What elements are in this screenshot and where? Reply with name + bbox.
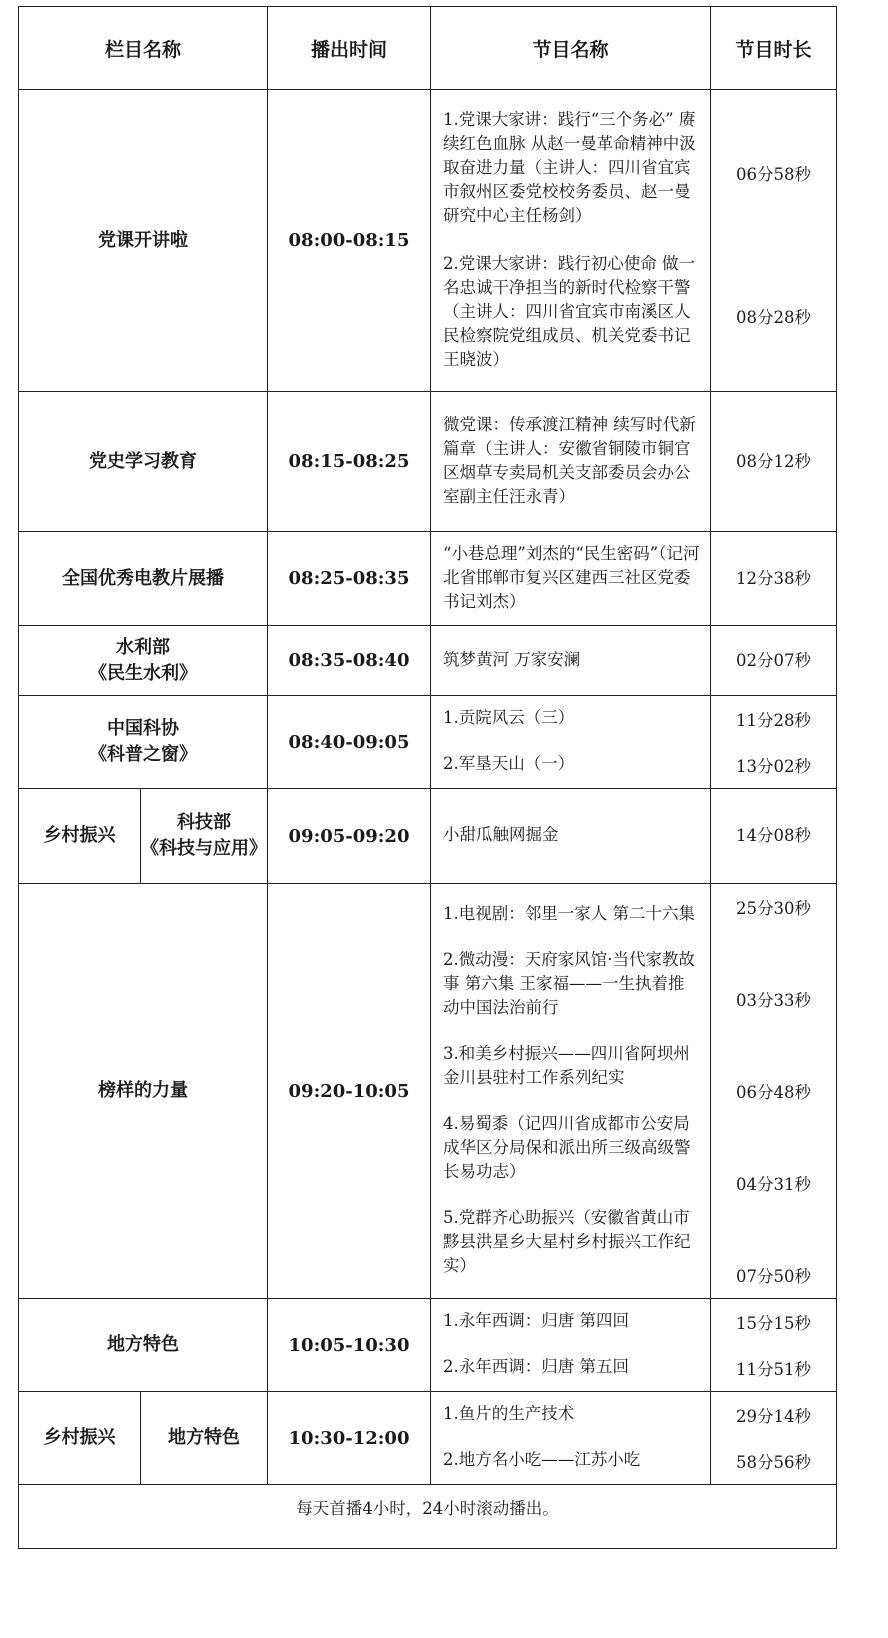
program-list [431, 392, 711, 532]
header-broadcast-time: 播出时间 [268, 7, 431, 90]
duration: 02分07秒 [736, 650, 811, 670]
program-item: 1.鱼片的生产技术 [443, 1404, 575, 1423]
program-list [431, 696, 711, 789]
duration: 25分30秒 [736, 899, 811, 918]
duration: 58分56秒 [736, 1453, 811, 1472]
table-row [19, 1392, 837, 1485]
broadcast-time: 08:00-08:15 [268, 90, 431, 392]
header-column-name: 栏目名称 [19, 7, 268, 90]
program-item: 1.贡院风云（三） [443, 708, 575, 727]
schedule-table [18, 6, 837, 1549]
duration: 06分48秒 [736, 1083, 811, 1102]
program-item: 2.军垦天山（一） [443, 754, 575, 773]
program-item: 筑梦黄河 万家安澜 [443, 649, 581, 669]
duration-list [711, 392, 837, 532]
program-list [431, 1392, 711, 1485]
duration: 07分50秒 [736, 1267, 811, 1286]
table-row [19, 90, 837, 392]
broadcast-time: 10:30-12:00 [268, 1392, 431, 1485]
footer-row [19, 1485, 837, 1549]
program-item: 1.永年西调：归唐 第四回 [443, 1311, 629, 1330]
table-row [19, 626, 837, 696]
program-item: 1.电视剧：邻里一家人 第二十六集 [443, 904, 695, 923]
program-list [431, 90, 711, 392]
footer-note: 每天首播4小时，24小时滚动播出。 [19, 1485, 837, 1549]
table-row [19, 1299, 837, 1392]
column-name: 中国科协 《科普之窗》 [19, 696, 268, 789]
table-row [19, 696, 837, 789]
table-row [19, 884, 837, 1299]
column-name-secondary: 地方特色 [141, 1392, 268, 1485]
column-name: 水利部 《民生水利》 [19, 626, 268, 696]
table-row [19, 532, 837, 626]
duration: 03分33秒 [736, 991, 811, 1010]
duration: 04分31秒 [736, 1175, 811, 1194]
program-item: 4.易蜀黍（记四川省成都市公安局成华区分局保和派出所三级高级警长易功志） [443, 1114, 691, 1181]
program-list [431, 532, 711, 626]
duration-list [711, 626, 837, 696]
duration: 29分14秒 [736, 1407, 811, 1426]
broadcast-time: 08:15-08:25 [268, 392, 431, 532]
program-item: “小巷总理”刘杰的“民生密码”（记河北省邯郸市复兴区建西三社区党委书记刘杰） [443, 543, 700, 611]
program-item: 2.地方名小吃——江苏小吃 [443, 1450, 641, 1469]
program-list [431, 789, 711, 884]
header-duration: 节目时长 [711, 7, 837, 90]
program-item: 微党课：传承渡江精神 续写时代新篇章（主讲人：安徽省铜陵市铜官区烟草专卖局机关支部委员会办公室副主任汪永青） [443, 414, 696, 506]
duration-list [711, 1392, 837, 1485]
program-list [431, 626, 711, 696]
broadcast-time: 08:40-09:05 [268, 696, 431, 789]
duration-list [711, 884, 837, 1299]
broadcast-time: 09:20-10:05 [268, 884, 431, 1299]
table-row [19, 789, 837, 884]
duration-list [711, 90, 837, 392]
column-name-secondary: 科技部 《科技与应用》 [141, 789, 268, 884]
program-item: 2.党课大家讲：践行初心使命 做一名忠诚干净担当的新时代检察干警（主讲人：四川省宜宾市南溪区人民检察院党组成员、机关党委书记王晓波） [443, 253, 695, 369]
column-name: 党史学习教育 [19, 392, 268, 532]
column-name: 全国优秀电教片展播 [19, 532, 268, 626]
program-item: 1.党课大家讲：践行“三个务必” 赓续红色血脉 从赵一曼革命精神中汲取奋进力量（主讲人：四川省宜宾市叙州区委党校校务委员、赵一曼研究中心主任杨剑） [443, 109, 696, 225]
column-name-primary: 乡村振兴 [19, 789, 141, 884]
duration: 14分08秒 [736, 826, 811, 845]
column-name-primary: 乡村振兴 [19, 1392, 141, 1485]
broadcast-time: 09:05-09:20 [268, 789, 431, 884]
program-item: 2.永年西调：归唐 第五回 [443, 1357, 629, 1376]
table-row [19, 392, 837, 532]
column-name: 党课开讲啦 [19, 90, 268, 392]
duration: 06分58秒 [736, 164, 811, 184]
header-row [19, 7, 837, 90]
program-list [431, 1299, 711, 1392]
program-item: 小甜瓜触网掘金 [443, 825, 559, 844]
duration: 08分28秒 [736, 307, 811, 327]
column-name: 地方特色 [19, 1299, 268, 1392]
program-item: 3.和美乡村振兴——四川省阿坝州金川县驻村工作系列纪实 [443, 1044, 690, 1087]
duration: 13分02秒 [736, 757, 811, 776]
broadcast-time: 10:05-10:30 [268, 1299, 431, 1392]
column-name: 榜样的力量 [19, 884, 268, 1299]
duration-list [711, 532, 837, 626]
duration: 08分12秒 [736, 451, 811, 471]
program-list [431, 884, 711, 1299]
duration: 12分38秒 [736, 568, 811, 588]
broadcast-time: 08:25-08:35 [268, 532, 431, 626]
duration-list [711, 1299, 837, 1392]
duration-list [711, 789, 837, 884]
program-item: 2.微动漫：天府家风馆·当代家教故事 第六集 王家福——一生执着推动中国法治前行 [443, 950, 695, 1017]
broadcast-time: 08:35-08:40 [268, 626, 431, 696]
program-item: 5.党群齐心助振兴（安徽省黄山市黟县洪星乡大星村乡村振兴工作纪实） [443, 1208, 691, 1275]
header-program-name: 节目名称 [431, 7, 711, 90]
duration: 11分28秒 [736, 711, 811, 730]
duration: 11分51秒 [736, 1360, 811, 1379]
duration-list [711, 696, 837, 789]
duration: 15分15秒 [736, 1314, 811, 1333]
